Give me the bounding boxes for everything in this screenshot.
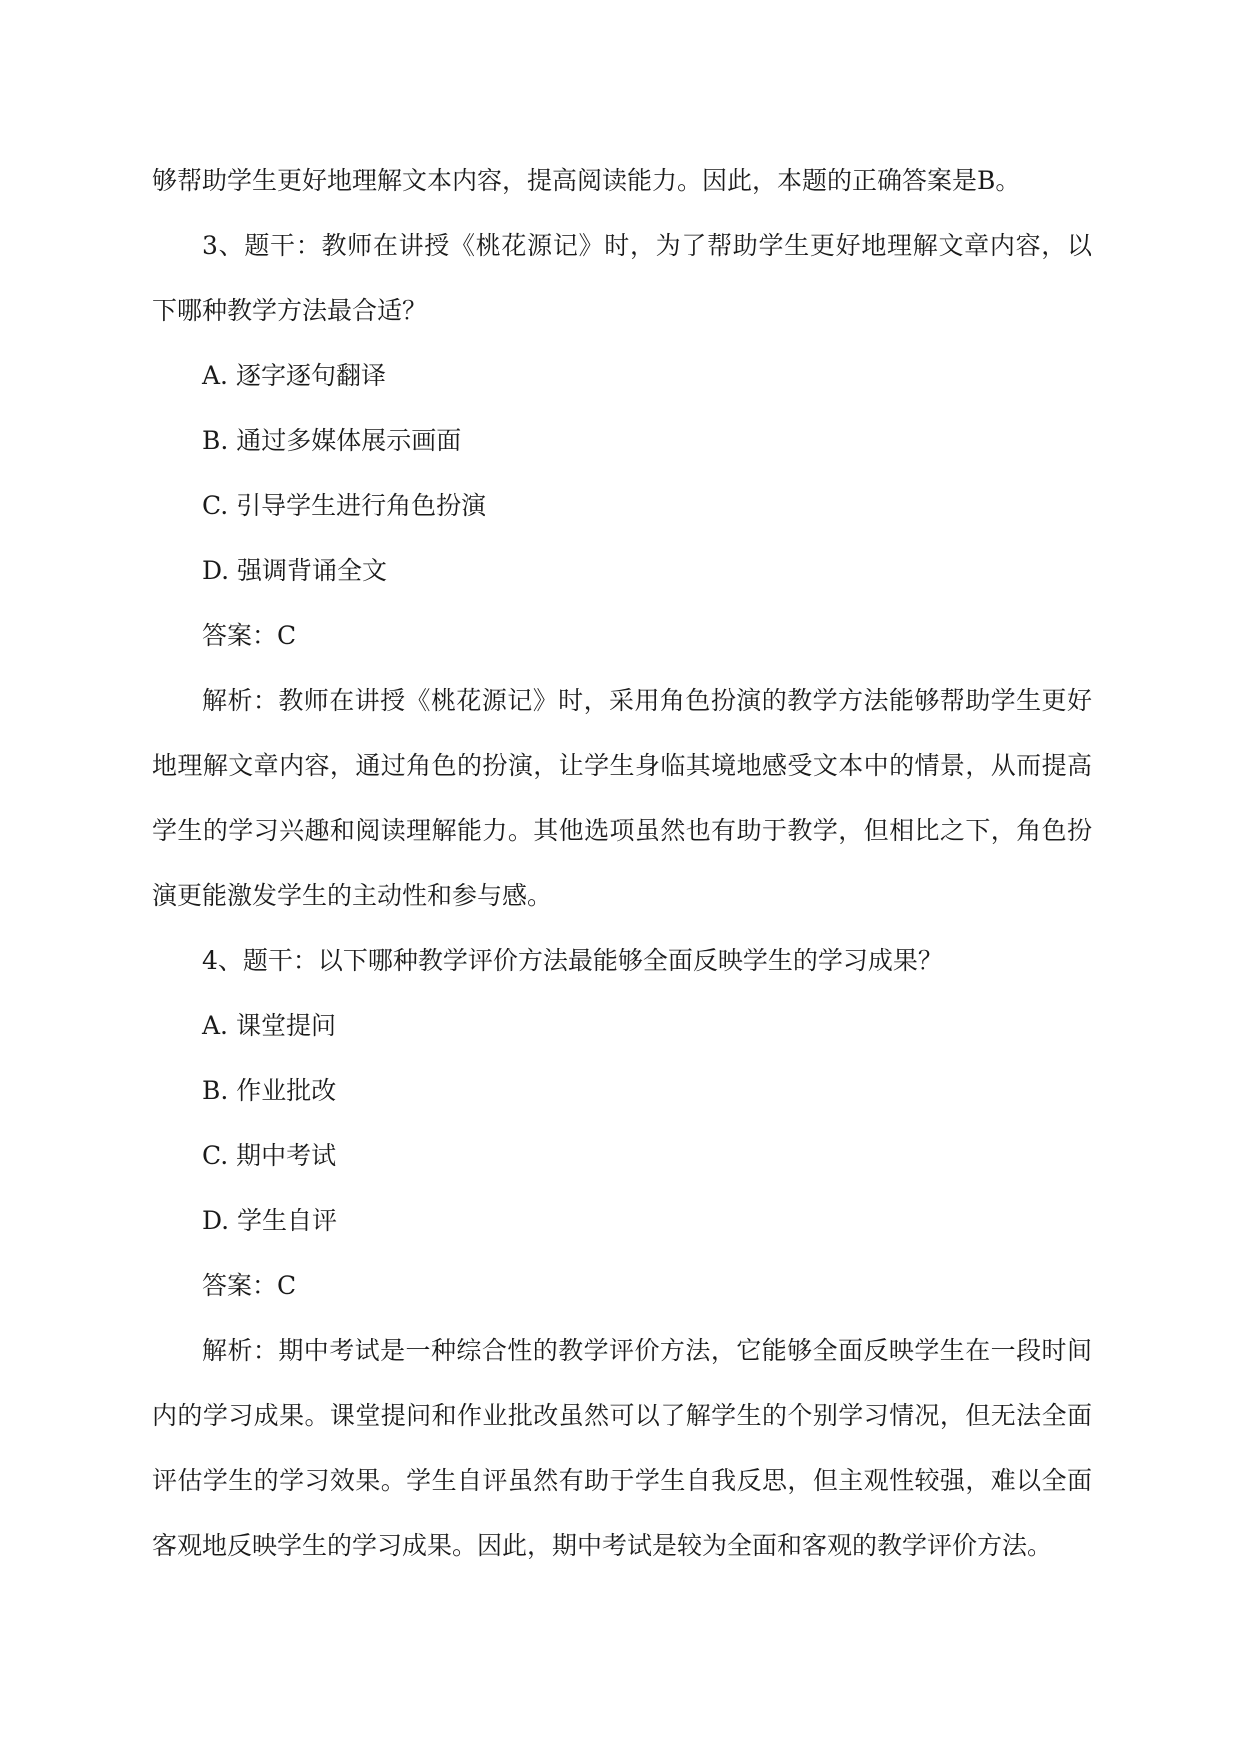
question-3-answer: 答案：C — [202, 621, 297, 650]
question-4-option-a: A. 课堂提问 — [202, 1011, 336, 1040]
question-4-option-b: B. 作业批改 — [202, 1076, 337, 1105]
document-body — [152, 148, 1092, 1578]
question-4-answer: 答案：C — [202, 1271, 297, 1300]
question-3-option-c: C. 引导学生进行角色扮演 — [202, 491, 487, 520]
question-3-stem: 3、题干：教师在讲授《桃花源记》时，为了帮助学生更好地理解文章内容，以下哪种教学方法最合适？ — [152, 231, 1092, 325]
question-4-analysis: 解析：期中考试是一种综合性的教学评价方法，它能够全面反映学生在一段时间内的学习成果。课堂提问和作业批改虽然可以了解学生的个别学习情况，但无法全面评估学生的学习效果。学生自评虽然有助于学生自我反思，但主观性较强，难以全面客观地反映学生的学习成果。因此，期中考试是较为全面和客观的教学评价方法。 — [152, 1336, 1092, 1560]
question-4-stem: 4、题干：以下哪种教学评价方法最能够全面反映学生的学习成果？ — [202, 946, 943, 975]
question-4-option-c: C. 期中考试 — [202, 1141, 337, 1170]
question-3-option-b: B. 通过多媒体展示画面 — [202, 426, 462, 455]
question-3-option-a: A. 逐字逐句翻译 — [202, 361, 386, 390]
paragraph-continuation: 够帮助学生更好地理解文本内容，提高阅读能力。因此，本题的正确答案是B。 — [152, 166, 1021, 195]
question-4-option-d: D. 学生自评 — [202, 1206, 338, 1235]
question-3-option-d: D. 强调背诵全文 — [202, 556, 388, 585]
question-3-analysis: 解析：教师在讲授《桃花源记》时，采用角色扮演的教学方法能够帮助学生更好地理解文章内容，通过角色的扮演，让学生身临其境地感受文本中的情景，从而提高学生的学习兴趣和阅读理解能力。其他选项虽然也有助于教学，但相比之下，角色扮演更能激发学生的主动性和参与感。 — [152, 686, 1092, 910]
